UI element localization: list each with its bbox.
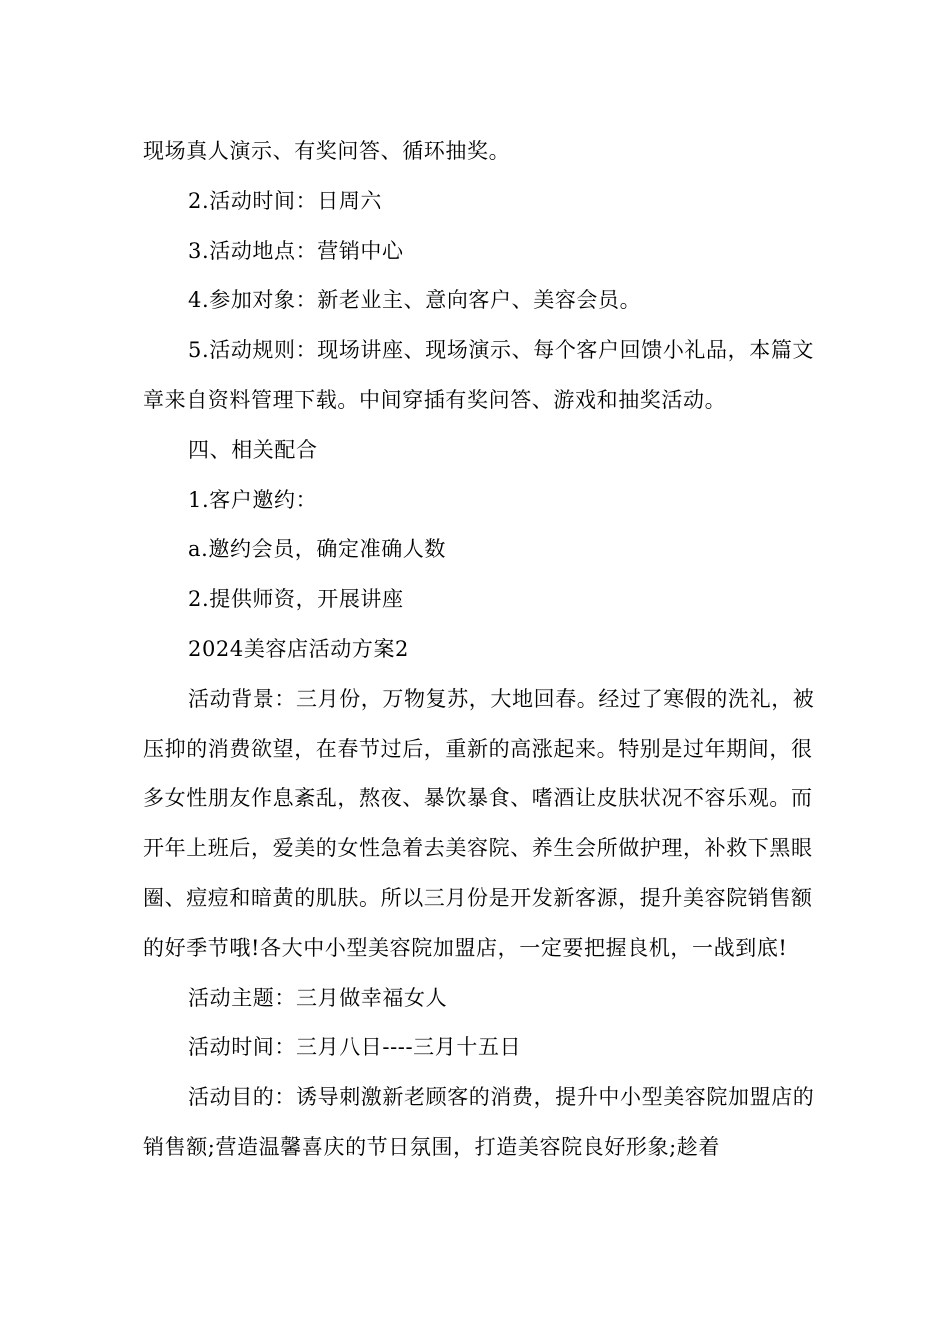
paragraph-customer-invitation: 1.客户邀约： (188, 487, 318, 512)
paragraph-theme: 活动主题：三月做幸福女人 (188, 985, 448, 1010)
paragraph-background: 活动背景：三月份，万物复苏，大地回春。经过了寒假的洗礼，被压抑的消费欲望，在春节过后，重新的高涨起来。特别是过年期间，很多女性朋友作息紊乱，熬夜、暴饮暴食、嗜酒让皮肤状况不容乐观。而开年上班后，爱美的女性急着去美容院、养生会所做护理，补救下黑眼圈、痘痘和暗黄的肌肤。所以三月份是开发新客源，提升美容院销售额的好季节哦!各大中小型美容院加盟店，一定要把握良机，一战到底! (143, 686, 815, 960)
plan-title-2: 2024美容店活动方案2 (188, 636, 410, 661)
paragraph-activity-time: 2.活动时间：日周六 (188, 188, 383, 213)
section-heading-coordination: 四、相关配合 (188, 437, 318, 462)
paragraph-participants: 4.参加对象：新老业主、意向客户、美容会员。 (188, 288, 642, 313)
paragraph-activity-rules: 5.活动规则：现场讲座、现场演示、每个客户回馈小礼品，本篇文章来自资料管理下载。中间穿插有奖问答、游戏和抽奖活动。 (143, 338, 815, 412)
paragraph-intro-continuation: 现场真人演示、有奖问答、循环抽奖。 (143, 139, 511, 163)
paragraph-invite-members: a.邀约会员，确定准确人数 (188, 537, 446, 562)
document-body (143, 127, 833, 1173)
paragraph-time: 活动时间：三月八日----三月十五日 (188, 1035, 522, 1060)
paragraph-provide-teachers: 2.提供师资，开展讲座 (188, 587, 404, 612)
paragraph-activity-location: 3.活动地点：营销中心 (188, 238, 404, 263)
paragraph-purpose: 活动目的：诱导刺激新老顾客的消费，提升中小型美容院加盟店的销售额;营造温馨喜庆的节日氛围，打造美容院良好形象;趁着 (143, 1085, 815, 1159)
